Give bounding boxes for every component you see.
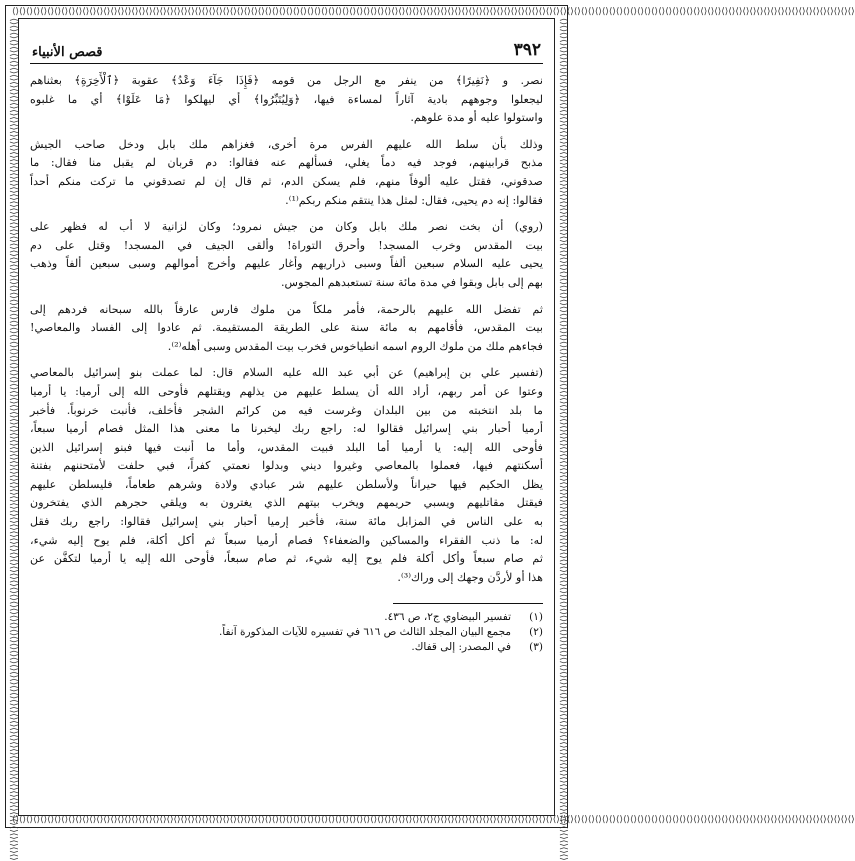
paragraph	[30, 364, 543, 587]
paragraph	[30, 301, 543, 357]
text-line: فقالوا: إنه دم يحيى، فقال: لمثل هذا ينتقم منكم ربكم⁽¹⁾.	[285, 193, 543, 207]
page-header	[30, 26, 543, 64]
footnote	[30, 610, 543, 625]
footnote-divider	[393, 603, 543, 604]
footnote-number: (٢)	[529, 626, 543, 639]
page-body	[30, 72, 543, 587]
text-line: وعتوا عن أمر ربهم، أراد الله أن يسلط عليهم من يذلهم ويقتلهم فأوحى الله إلى أرميا: يا أرميا	[30, 384, 543, 398]
paragraph	[30, 72, 543, 128]
footnote-number: (١)	[529, 611, 543, 624]
text-line: ثم تفضل الله عليهم بالرحمة، فأمر ملكاً من ملوك فارس عارفاً بالله سبحانه فردهم إلى	[30, 302, 543, 316]
footnote	[30, 640, 543, 655]
text-line: فأوحى الله إليه: يا أرميا أما البلد فبيت المقدس، وأما ما أنبت فيها فبنو إسرائيل الذين	[30, 440, 543, 454]
footnote-number: (٣)	[529, 641, 543, 654]
footnote	[30, 625, 543, 640]
text-line: يحيى عليه السلام سبعين ألفاً وسبى ذراريهم وأغار عليهم وأخرج أموالهم وسبى سبعين ألفاً وذهب	[30, 257, 543, 271]
footnotes	[30, 610, 543, 655]
text-line: هذا أو لأردَّن وجهك إلى وراك⁽³⁾.	[397, 570, 543, 584]
text-line: بهم إلى بابل وبقوا في مدة مائة سنة تستعبدهم المجوس.	[280, 275, 543, 289]
text-line: صدقوني، فقتل عليه ألوفاً منهم، فلم يسكن الدم، ثم قال إن لم تصدقوني ما تركت منكم أحداً	[30, 174, 543, 188]
text-line: به على الناس في المزابل مائة سنة، فأخبر إرميا أحبار بني إسرائيل فقالوا: راجع ربك فقل	[30, 515, 543, 529]
text-line: نصر. و ﴿نَفِيرًا﴾ من ينفر مع الرجل من قومه ﴿فَإِذَا جَآءَ وَعْدُ﴾ عقوبة ﴿ٱلْأَخِرَةِ﴾ بعثناهم	[30, 74, 543, 87]
text-line: مذبح قرابينهم، فوجد فيه دماً يغلي، فسألهم عنه فقالوا: دم قربان لم يقبل منا فقال: ما	[30, 156, 543, 170]
text-line: واستولوا عليه أو مدة علوهم.	[410, 111, 543, 125]
text-line: (تفسير علي بن إبراهيم) عن أبي عبد الله عليه السلام قال: لما عملت بنو إسرائيل بالمعاصي	[30, 366, 543, 380]
chain-border-left: ⟨⟩⟨⟩⟨⟩⟨⟩⟨⟩⟨⟩⟨⟩⟨⟩⟨⟩⟨⟩⟨⟩⟨⟩⟨⟩⟨⟩⟨⟩⟨⟩⟨⟩⟨⟩⟨⟩⟨⟩⟨⟩⟨⟩⟨⟩⟨⟩⟨⟩⟨⟩⟨⟩⟨⟩⟨⟩⟨⟩⟨⟩⟨⟩⟨⟩⟨⟩⟨⟩⟨⟩⟨⟩⟨⟩⟨⟩⟨⟩⟨⟩⟨⟩⟨⟩⟨⟩⟨⟩⟨⟩⟨⟩⟨⟩⟨⟩⟨⟩⟨⟩⟨⟩⟨⟩⟨⟩⟨⟩⟨⟩⟨⟩⟨⟩⟨⟩⟨⟩⟨⟩⟨⟩⟨⟩⟨⟩⟨⟩⟨⟩⟨⟩⟨⟩⟨⟩⟨⟩⟨⟩⟨⟩⟨⟩⟨⟩⟨⟩⟨⟩⟨⟩⟨⟩⟨⟩⟨⟩⟨⟩⟨⟩⟨⟩⟨⟩⟨⟩⟨⟩⟨⟩⟨⟩⟨⟩⟨⟩⟨⟩⟨⟩⟨⟩⟨⟩⟨⟩⟨⟩⟨⟩⟨⟩⟨⟩⟨⟩⟨⟩⟨⟩⟨⟩⟨⟩⟨⟩⟨⟩⟨⟩⟨⟩⟨⟩⟨⟩⟨⟩⟨⟩⟨⟩⟨⟩⟨⟩⟨⟩⟨⟩⟨⟩⟨⟩⟨⟩	[8, 18, 18, 861]
chain-border-bottom: ⟨⟩⟨⟩⟨⟩⟨⟩⟨⟩⟨⟩⟨⟩⟨⟩⟨⟩⟨⟩⟨⟩⟨⟩⟨⟩⟨⟩⟨⟩⟨⟩⟨⟩⟨⟩⟨⟩⟨⟩⟨⟩⟨⟩⟨⟩⟨⟩⟨⟩⟨⟩⟨⟩⟨⟩⟨⟩⟨⟩⟨⟩⟨⟩⟨⟩⟨⟩⟨⟩⟨⟩⟨⟩⟨⟩⟨⟩⟨⟩⟨⟩⟨⟩⟨⟩⟨⟩⟨⟩⟨⟩⟨⟩⟨⟩⟨⟩⟨⟩⟨⟩⟨⟩⟨⟩⟨⟩⟨⟩⟨⟩⟨⟩⟨⟩⟨⟩⟨⟩⟨⟩⟨⟩⟨⟩⟨⟩⟨⟩⟨⟩⟨⟩⟨⟩⟨⟩⟨⟩⟨⟩⟨⟩⟨⟩⟨⟩⟨⟩⟨⟩⟨⟩⟨⟩⟨⟩⟨⟩⟨⟩⟨⟩⟨⟩⟨⟩⟨⟩⟨⟩⟨⟩⟨⟩⟨⟩⟨⟩⟨⟩⟨⟩⟨⟩⟨⟩⟨⟩⟨⟩⟨⟩⟨⟩⟨⟩⟨⟩⟨⟩⟨⟩⟨⟩⟨⟩⟨⟩⟨⟩⟨⟩⟨⟩⟨⟩⟨⟩⟨⟩⟨⟩⟨⟩⟨⟩⟨⟩⟨⟩⟨⟩⟨⟩⟨⟩⟨⟩	[12, 815, 855, 825]
chain-border-right: ⟨⟩⟨⟩⟨⟩⟨⟩⟨⟩⟨⟩⟨⟩⟨⟩⟨⟩⟨⟩⟨⟩⟨⟩⟨⟩⟨⟩⟨⟩⟨⟩⟨⟩⟨⟩⟨⟩⟨⟩⟨⟩⟨⟩⟨⟩⟨⟩⟨⟩⟨⟩⟨⟩⟨⟩⟨⟩⟨⟩⟨⟩⟨⟩⟨⟩⟨⟩⟨⟩⟨⟩⟨⟩⟨⟩⟨⟩⟨⟩⟨⟩⟨⟩⟨⟩⟨⟩⟨⟩⟨⟩⟨⟩⟨⟩⟨⟩⟨⟩⟨⟩⟨⟩⟨⟩⟨⟩⟨⟩⟨⟩⟨⟩⟨⟩⟨⟩⟨⟩⟨⟩⟨⟩⟨⟩⟨⟩⟨⟩⟨⟩⟨⟩⟨⟩⟨⟩⟨⟩⟨⟩⟨⟩⟨⟩⟨⟩⟨⟩⟨⟩⟨⟩⟨⟩⟨⟩⟨⟩⟨⟩⟨⟩⟨⟩⟨⟩⟨⟩⟨⟩⟨⟩⟨⟩⟨⟩⟨⟩⟨⟩⟨⟩⟨⟩⟨⟩⟨⟩⟨⟩⟨⟩⟨⟩⟨⟩⟨⟩⟨⟩⟨⟩⟨⟩⟨⟩⟨⟩⟨⟩⟨⟩⟨⟩⟨⟩⟨⟩⟨⟩⟨⟩⟨⟩⟨⟩⟨⟩⟨⟩⟨⟩⟨⟩⟨⟩⟨⟩	[558, 18, 568, 861]
text-line: يظل الحكيم فيها حيراناً ولأسلطن عليهم شر عبادي ولادة وشرهم طعاماً، فليسلطن عليهم	[30, 477, 543, 491]
footnote-text: في المصدر: إلى قفاك.	[411, 641, 511, 654]
paragraph	[30, 218, 543, 292]
text-line: وذلك بأن سلط الله عليهم الفرس مرة أخرى، فغزاهم ملك بابل ودخل صاحب الجيش	[30, 137, 543, 151]
running-title: قصص الأنبياء	[32, 45, 103, 60]
page-number: ٣٩٢	[513, 40, 541, 60]
page-content	[30, 26, 543, 806]
text-line: ما بلد انتخبته من بين البلدان وغرست فيه من كرائم الشجر فأخلف، فأنبت خرنوباً. فأخبر	[30, 403, 543, 417]
text-line: (روي) أن بخت نصر ملك بابل وكان من جيش نمرود؛ وكان لزانية لا أب له فظهر على	[30, 220, 543, 234]
text-line: له: ما ذنب الفقراء والمساكين والضعفاء؟ فصام أرميا سبعاً ثم أكل أكلة، فلم يوح إليه شيء،	[30, 533, 543, 547]
chain-border-top: ⟨⟩⟨⟩⟨⟩⟨⟩⟨⟩⟨⟩⟨⟩⟨⟩⟨⟩⟨⟩⟨⟩⟨⟩⟨⟩⟨⟩⟨⟩⟨⟩⟨⟩⟨⟩⟨⟩⟨⟩⟨⟩⟨⟩⟨⟩⟨⟩⟨⟩⟨⟩⟨⟩⟨⟩⟨⟩⟨⟩⟨⟩⟨⟩⟨⟩⟨⟩⟨⟩⟨⟩⟨⟩⟨⟩⟨⟩⟨⟩⟨⟩⟨⟩⟨⟩⟨⟩⟨⟩⟨⟩⟨⟩⟨⟩⟨⟩⟨⟩⟨⟩⟨⟩⟨⟩⟨⟩⟨⟩⟨⟩⟨⟩⟨⟩⟨⟩⟨⟩⟨⟩⟨⟩⟨⟩⟨⟩⟨⟩⟨⟩⟨⟩⟨⟩⟨⟩⟨⟩⟨⟩⟨⟩⟨⟩⟨⟩⟨⟩⟨⟩⟨⟩⟨⟩⟨⟩⟨⟩⟨⟩⟨⟩⟨⟩⟨⟩⟨⟩⟨⟩⟨⟩⟨⟩⟨⟩⟨⟩⟨⟩⟨⟩⟨⟩⟨⟩⟨⟩⟨⟩⟨⟩⟨⟩⟨⟩⟨⟩⟨⟩⟨⟩⟨⟩⟨⟩⟨⟩⟨⟩⟨⟩⟨⟩⟨⟩⟨⟩⟨⟩⟨⟩⟨⟩⟨⟩⟨⟩⟨⟩⟨⟩⟨⟩⟨⟩⟨⟩	[12, 7, 855, 17]
footnote-text: تفسير البيضاوي ج٢، ص ٤٣٦.	[384, 611, 511, 624]
text-line: أسكنتهم فيها، فعملوا بالمعاصي وغيروا ديني وبدلوا نعمتي كفراً، فبي حلفت لأمتحننهم بفتنة	[30, 459, 543, 473]
text-line: بيت المقدس وخرب المسجد! وأحرق التوراة! وألقى الجيف في المسجد! وقتل على دم	[30, 238, 543, 252]
footnote-text: مجمع البيان المجلد الثالث ص ٦١٦ في تفسيره للآيات المذكورة آنفاً.	[218, 626, 511, 639]
text-line: بيت المقدس، فأقامهم به مائة سنة على الطريقة المستقيمة. ثم عادوا إلى الفساد والمعاصي!	[30, 321, 543, 335]
text-line: فيقتل مقاتليهم ويسبي حريمهم ويخرب بيتهم الذي يغترون به ويلقي حجرهم الذي يفتخرون	[30, 496, 543, 510]
text-line: فجاءهم ملك من ملوك الروم اسمه انطياخوس فخرب بيت المقدس وسبى أهله⁽²⁾.	[167, 339, 543, 353]
paragraph	[30, 136, 543, 210]
text-line: ثم صام سبعاً وأكل أكلة فلم يوح إليه شيء، ثم صام سبعاً، فأوحى الله إليه يا أرميا لتكفَّن عن	[30, 552, 543, 566]
text-line: ليجعلوا وجوههم بادية آثاراً لمساءة فيها، ﴿وَلِيُتَبِّرُوا﴾ أي ليهلكوا ﴿مَا عَلَوْا﴾ أي ما غلبوه	[30, 92, 543, 106]
text-line: أرميا أحبار بني إسرائيل فقالوا له: راجع ربك ليخبرنا ما معنى هذا المثل فصام أرميا سبعاً،	[30, 422, 543, 436]
